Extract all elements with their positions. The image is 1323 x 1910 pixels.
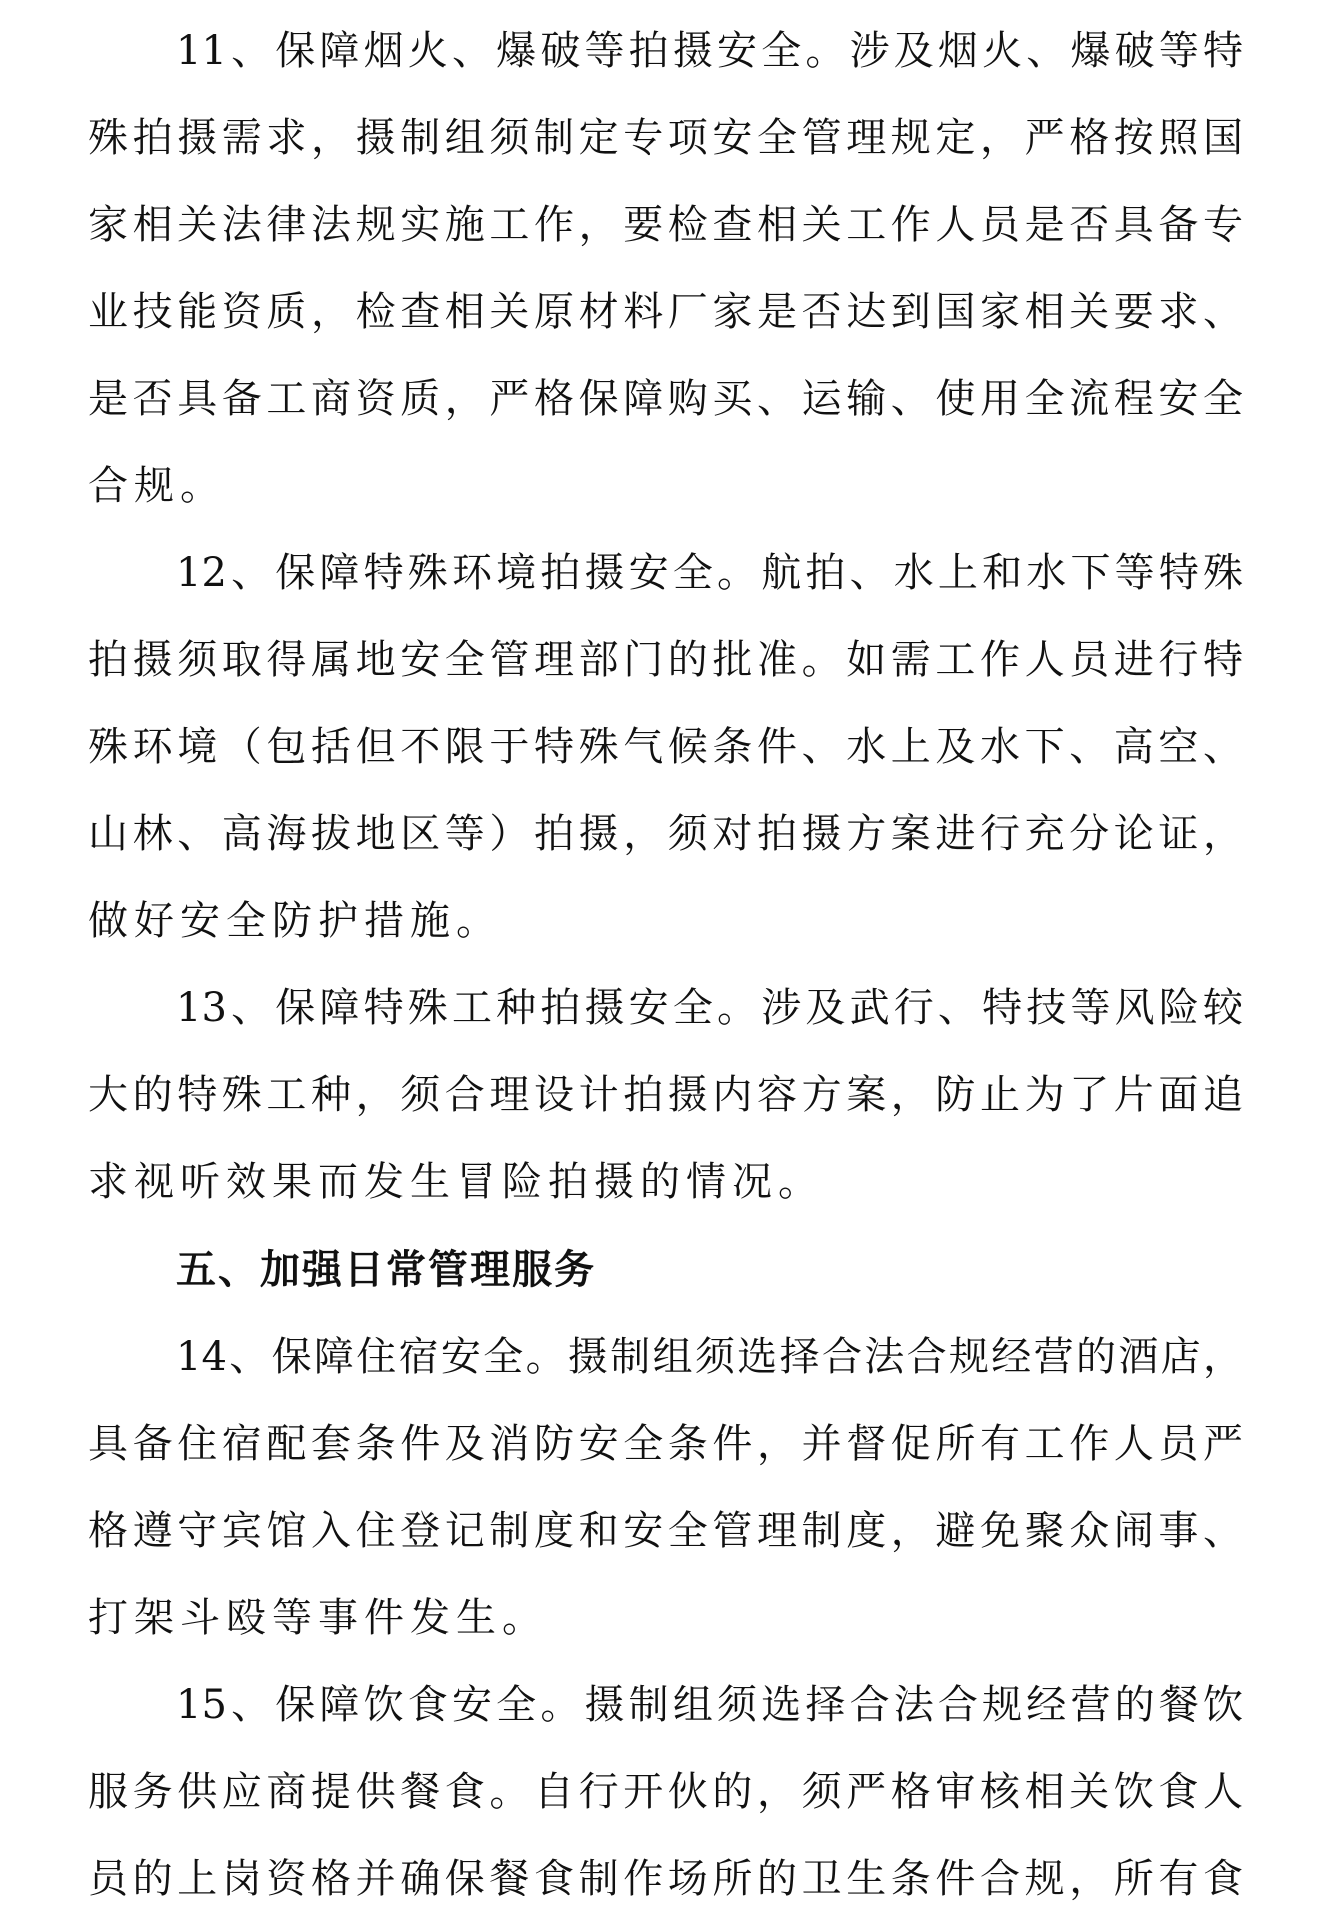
paragraph-12-line: 山林、高海拔地区等）拍摄，须对拍摄方案进行充分论证，: [88, 811, 1243, 857]
paragraph-14-line: 打架斗殴等事件发生。: [88, 1595, 548, 1641]
paragraph-13-line: 大的特殊工种，须合理设计拍摄内容方案，防止为了片面追: [88, 1072, 1243, 1118]
paragraph-12-line: 12、保障特殊环境拍摄安全。航拍、水上和水下等特殊: [176, 550, 1243, 596]
paragraph-15-line: 员的上岗资格并确保餐食制作场所的卫生条件合规，所有食: [88, 1856, 1243, 1902]
paragraph-12-line: 拍摄须取得属地安全管理部门的批准。如需工作人员进行特: [88, 637, 1243, 683]
paragraph-13-line: 求视听效果而发生冒险拍摄的情况。: [88, 1159, 824, 1205]
paragraph-12-line: 做好安全防护措施。: [88, 898, 502, 944]
paragraph-11-line: 是否具备工商资质，严格保障购买、运输、使用全流程安全: [88, 376, 1243, 422]
paragraph-11-line: 业技能资质，检查相关原材料厂家是否达到国家相关要求、: [88, 289, 1243, 335]
paragraph-13-line: 13、保障特殊工种拍摄安全。涉及武行、特技等风险较: [176, 985, 1243, 1031]
paragraph-14-line: 14、保障住宿安全。摄制组须选择合法合规经营的酒店，: [176, 1334, 1243, 1380]
paragraph-11-line: 殊拍摄需求，摄制组须制定专项安全管理规定，严格按照国: [88, 115, 1243, 161]
paragraph-11-line: 合规。: [88, 463, 226, 509]
paragraph-14-line: 格遵守宾馆入住登记制度和安全管理制度，避免聚众闹事、: [88, 1508, 1243, 1554]
paragraph-11-line: 家相关法律法规实施工作，要检查相关工作人员是否具备专: [88, 202, 1243, 248]
paragraph-12-line: 殊环境（包括但不限于特殊气候条件、水上及水下、高空、: [88, 724, 1243, 770]
paragraph-11-line: 11、保障烟火、爆破等拍摄安全。涉及烟火、爆破等特: [176, 28, 1243, 74]
paragraph-14-line: 具备住宿配套条件及消防安全条件，并督促所有工作人员严: [88, 1421, 1243, 1467]
paragraph-15-line: 15、保障饮食安全。摄制组须选择合法合规经营的餐饮: [176, 1682, 1243, 1728]
paragraph-15-line: 服务供应商提供餐食。自行开伙的，须严格审核相关饮食人: [88, 1769, 1243, 1815]
section-heading: 五、加强日常管理服务: [176, 1247, 596, 1293]
